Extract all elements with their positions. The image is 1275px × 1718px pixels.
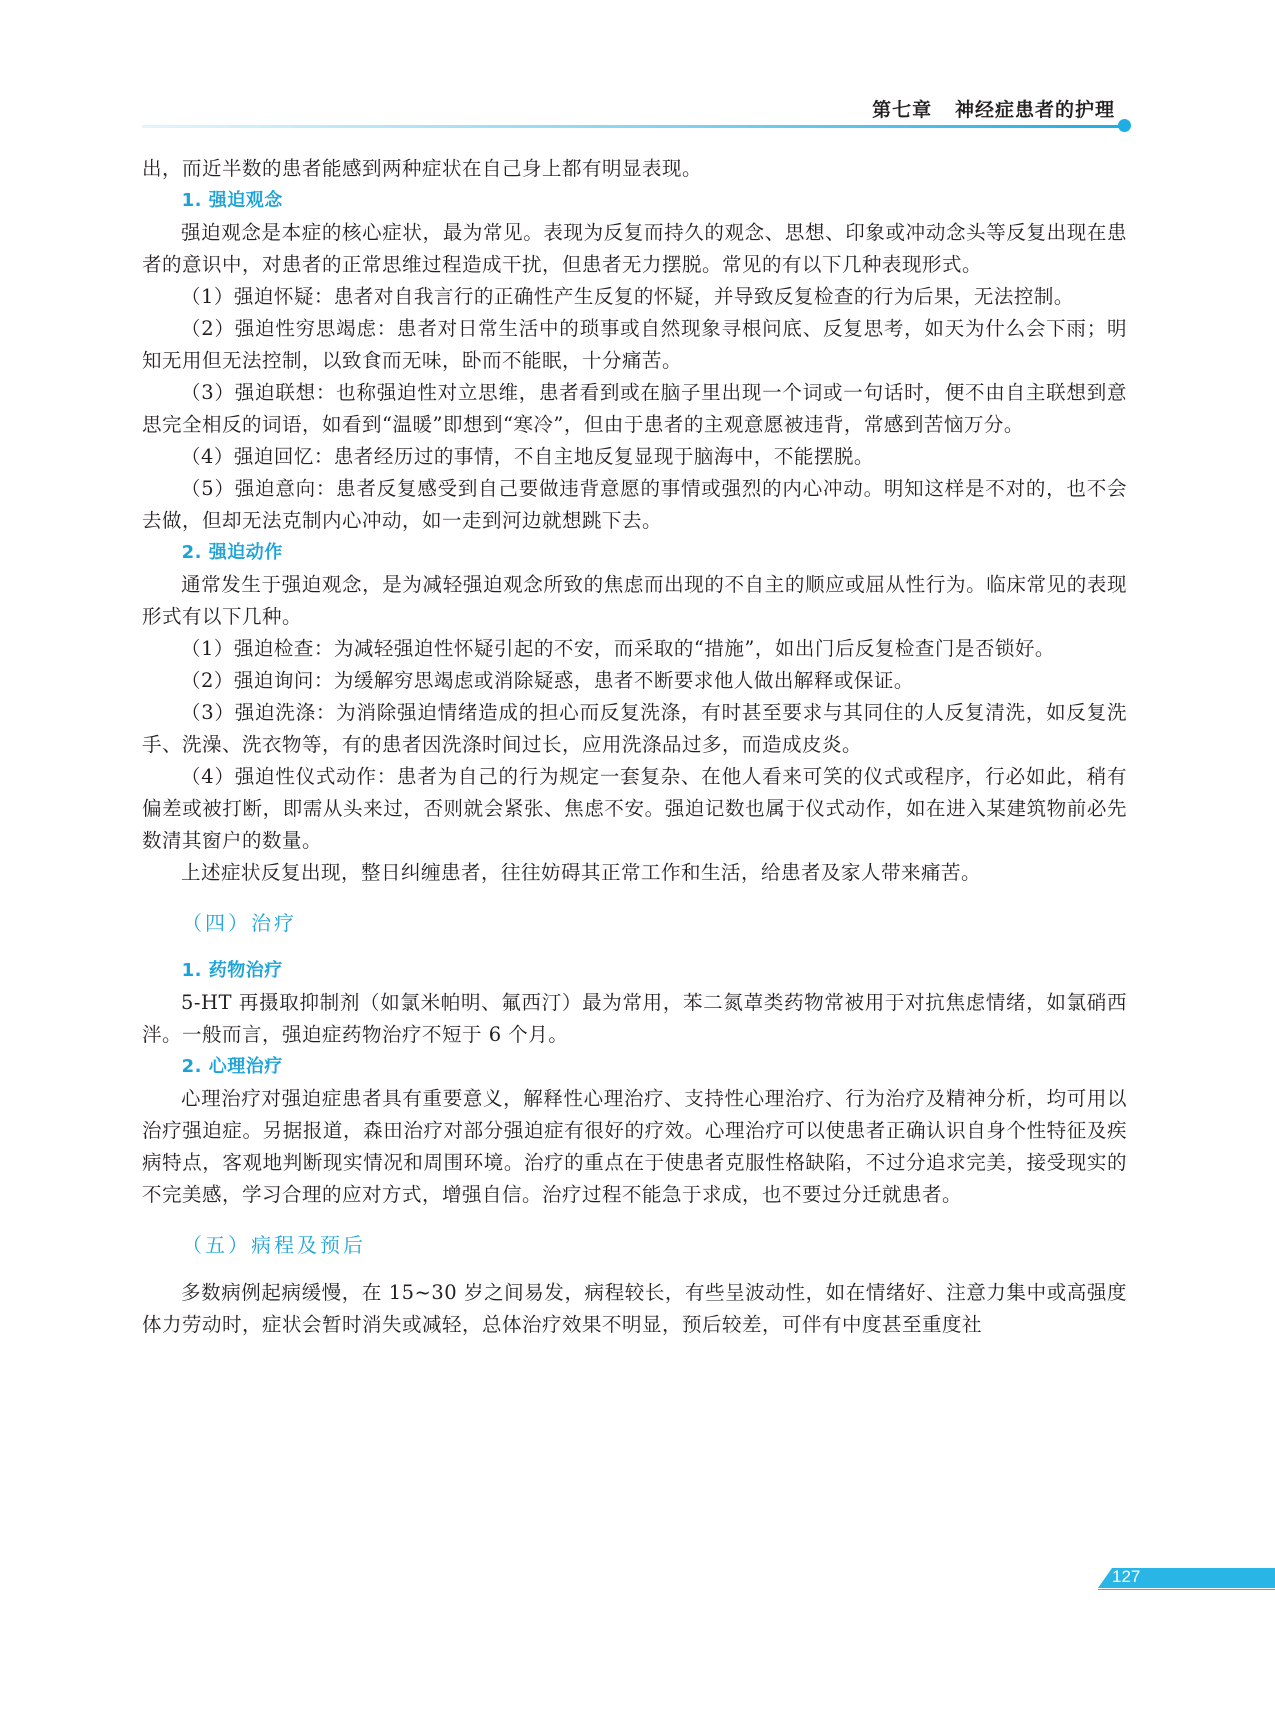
body-paragraph: 多数病例起病缓慢，在 15~30 岁之间易发，病程较长，有些呈波动性，如在情绪好、注意力集中或高强度体力劳动时，症状会暂时消失或减轻，总体治疗效果不明显，预后较差，可伴有中度甚至重度社 <box>142 1281 1127 1336</box>
body-paragraph: 心理治疗对强迫症患者具有重要意义，解释性心理治疗、支持性心理治疗、行为治疗及精神分析，均可用以治疗强迫症。另据报道，森田治疗对部分强迫症有很好的疗效。心理治疗可以使患者正确认识自身个性特征及疾病特点，客观地判断现实情况和周围环境。治疗的重点在于使患者克服性格缺陷，不过分追求完美，接受现实的不完美感，学习合理的应对方式，增强自信。治疗过程不能急于求成，也不要过分迁就患者。 <box>142 1087 1127 1206</box>
page-number: 127 <box>1112 1567 1141 1586</box>
section-heading: （五）病程及预后 <box>182 1233 366 1257</box>
body-paragraph: （2）强迫询问：为缓解穷思竭虑或消除疑惑，患者不断要求他人做出解释或保证。 <box>181 669 914 692</box>
body-paragraph: （3）强迫联想：也称强迫性对立思维，患者看到或在脑子里出现一个词或一句话时，便不由自主联想到意思完全相反的词语，如看到“温暖”即想到“寒冷”，但由于患者的主观意愿被违背，常感到苦恼万分。 <box>142 381 1127 436</box>
body-paragraph: （1）强迫怀疑：患者对自我言行的正确性产生反复的怀疑，并导致反复检查的行为后果，无法控制。 <box>181 285 1074 308</box>
section-heading: （四）治疗 <box>182 911 297 935</box>
body-paragraph: （4）强迫性仪式动作：患者为自己的行为规定一套复杂、在他人看来可笑的仪式或程序，行必如此，稍有偏差或被打断，即需从头来过，否则就会紧张、焦虑不安。强迫记数也属于仪式动作，如在进入某建筑物前必先数清其窗户的数量。 <box>142 765 1127 852</box>
header-rule-dot <box>1118 119 1131 132</box>
body-paragraph: （5）强迫意向：患者反复感受到自己要做违背意愿的事情或强烈的内心冲动。明知这样是不对的，也不会去做，但却无法克制内心冲动，如一走到河边就想跳下去。 <box>142 477 1127 532</box>
running-header <box>872 95 1115 122</box>
body-paragraph: 通常发生于强迫观念，是为减轻强迫观念所致的焦虑而出现的不自主的顺应或屈从性行为。临床常见的表现形式有以下几种。 <box>142 573 1127 628</box>
subsection-heading: 2. 心理治疗 <box>181 1056 283 1077</box>
chapter-number: 第七章 <box>872 99 933 121</box>
subsection-heading: 1. 强迫观念 <box>181 190 283 211</box>
body-paragraph: （2）强迫性穷思竭虑：患者对日常生活中的琐事或自然现象寻根问底、反复思考，如天为什么会下雨；明知无用但无法控制，以致食而无味，卧而不能眠，十分痛苦。 <box>142 317 1127 372</box>
subsection-heading: 2. 强迫动作 <box>181 542 283 563</box>
body-paragraph: 5-HT 再摄取抑制剂（如氯米帕明、氟西汀）最为常用，苯二氮䓬类药物常被用于对抗焦虑情绪，如氯硝西泮。一般而言，强迫症药物治疗不短于 6 个月。 <box>142 991 1127 1046</box>
body-paragraph: 上述症状反复出现，整日纠缠患者，往往妨碍其正常工作和生活，给患者及家人带来痛苦。 <box>181 861 982 884</box>
page-body <box>142 153 1127 1341</box>
body-paragraph: （1）强迫检查：为减轻强迫性怀疑引起的不安，而采取的“措施”，如出门后反复检查门是否锁好。 <box>181 637 1055 660</box>
header-rule <box>142 125 1124 128</box>
subsection-heading: 1. 药物治疗 <box>181 960 283 981</box>
page-tab-rule <box>1098 1589 1275 1590</box>
body-paragraph: 出，而近半数的患者能感到两种症状在自己身上都有明显表现。 <box>142 157 703 180</box>
chapter-title: 神经症患者的护理 <box>954 99 1115 121</box>
body-paragraph: （4）强迫回忆：患者经历过的事情，不自主地反复显现于脑海中，不能摆脱。 <box>181 445 874 468</box>
body-paragraph: 强迫观念是本症的核心症状，最为常见。表现为反复而持久的观念、思想、印象或冲动念头等反复出现在患者的意识中，对患者的正常思维过程造成干扰，但患者无力摆脱。常见的有以下几种表现形式。 <box>142 221 1127 276</box>
body-paragraph: （3）强迫洗涤：为消除强迫情绪造成的担心而反复洗涤，有时甚至要求与其同住的人反复清洗，如反复洗手、洗澡、洗衣物等，有的患者因洗涤时间过长，应用洗涤品过多，而造成皮炎。 <box>142 701 1127 756</box>
